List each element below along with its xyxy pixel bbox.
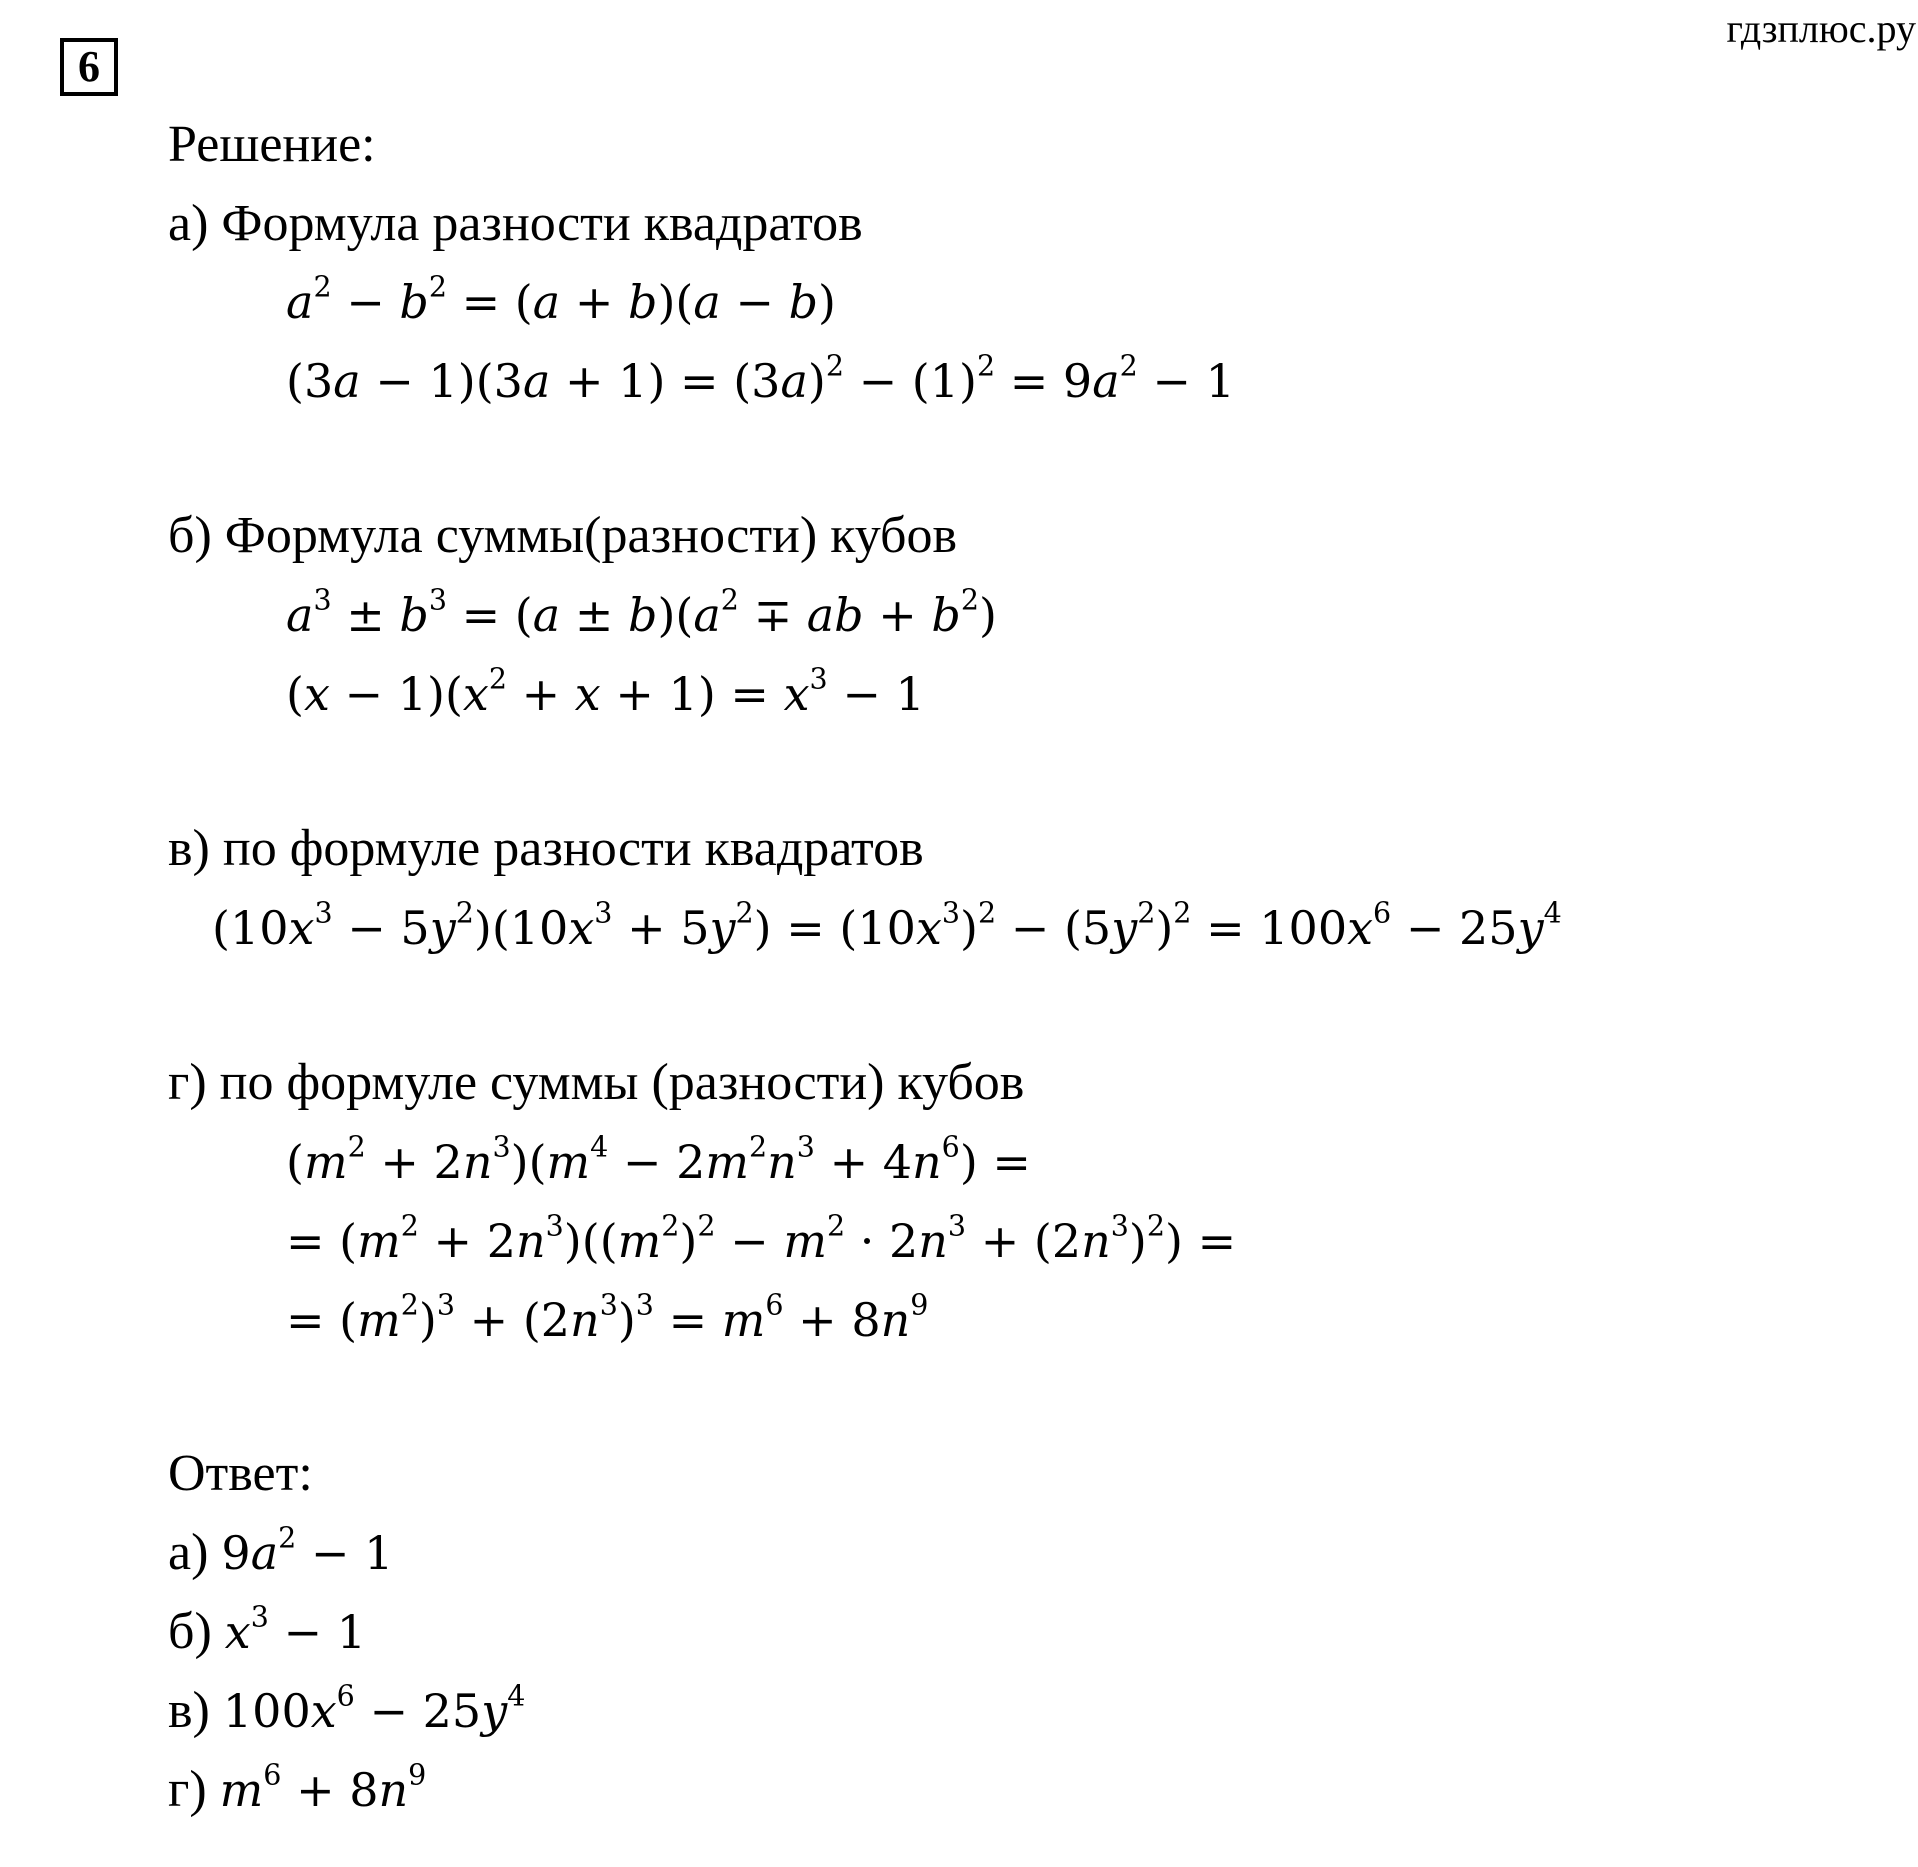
answer-item-a	[168, 1522, 393, 1584]
part-g-step2: = $(m^2 + 2n^3)((m^2)^2 - m^2 \cdot 2n^3 + (2n^3)^2)$ =	[286, 1209, 1237, 1268]
part-g-step3: = $(m^2)^3 + (2n^3)^3 = m^6 + 8n^9$	[286, 1288, 929, 1347]
part-v-heading: в) по формуле разности квадратов	[168, 820, 924, 877]
solution-label: Решение:	[168, 116, 376, 173]
part-b-heading: б) Формула суммы(разности) кубов	[168, 507, 958, 564]
part-b-formula: $a^3 \pm b^3 = (a \pm b)(a^2$ ∓ ab + $b^2$)	[286, 583, 997, 642]
part-a-calculation: $(3a - 1)(3a + 1) = (3a)^2 - (1)^2 = 9a^2 - 1$	[286, 349, 1235, 408]
answer-item-g	[168, 1759, 426, 1821]
answer-letter: а)	[168, 1524, 209, 1581]
part-g-step1: $(m^2 + 2n^3)(m^4 - 2m^2n^3 + 4n^6)$ =	[286, 1130, 1031, 1189]
site-watermark: гдзплюс.ру	[1726, 6, 1916, 51]
answer-value: $x^3 - 1$	[224, 1600, 366, 1659]
part-a-formula: $a^2 - b^2 = (a + b)(a - b)$	[286, 270, 836, 329]
answer-letter: г)	[168, 1761, 207, 1818]
answer-letter: б)	[168, 1603, 212, 1660]
answer-value: $100x^6 - 25y^4$	[222, 1679, 526, 1738]
answer-letter: в)	[168, 1682, 210, 1739]
answer-item-v	[168, 1680, 525, 1742]
part-v-calculation: $(10x^3 - 5y^2)(10x^3 + 5y^2) = (10x^3)^2 - (5y^2)^2 = 100x^6 - 25y^4$	[212, 896, 1562, 955]
answer-value: $m^6 + 8n^9$	[219, 1758, 427, 1817]
answer-item-b	[168, 1601, 366, 1663]
part-g-heading: г) по формуле суммы (разности) кубов	[168, 1054, 1025, 1111]
part-b-calculation: $(x - 1)(x^2 + x + 1) = x^3 - 1$	[286, 662, 925, 721]
part-a-heading: а) Формула разности квадратов	[168, 195, 863, 252]
answer-label: Ответ:	[168, 1445, 313, 1502]
problem-number-box: 6	[60, 38, 118, 96]
answer-value: $9a^2 - 1$	[221, 1521, 394, 1580]
